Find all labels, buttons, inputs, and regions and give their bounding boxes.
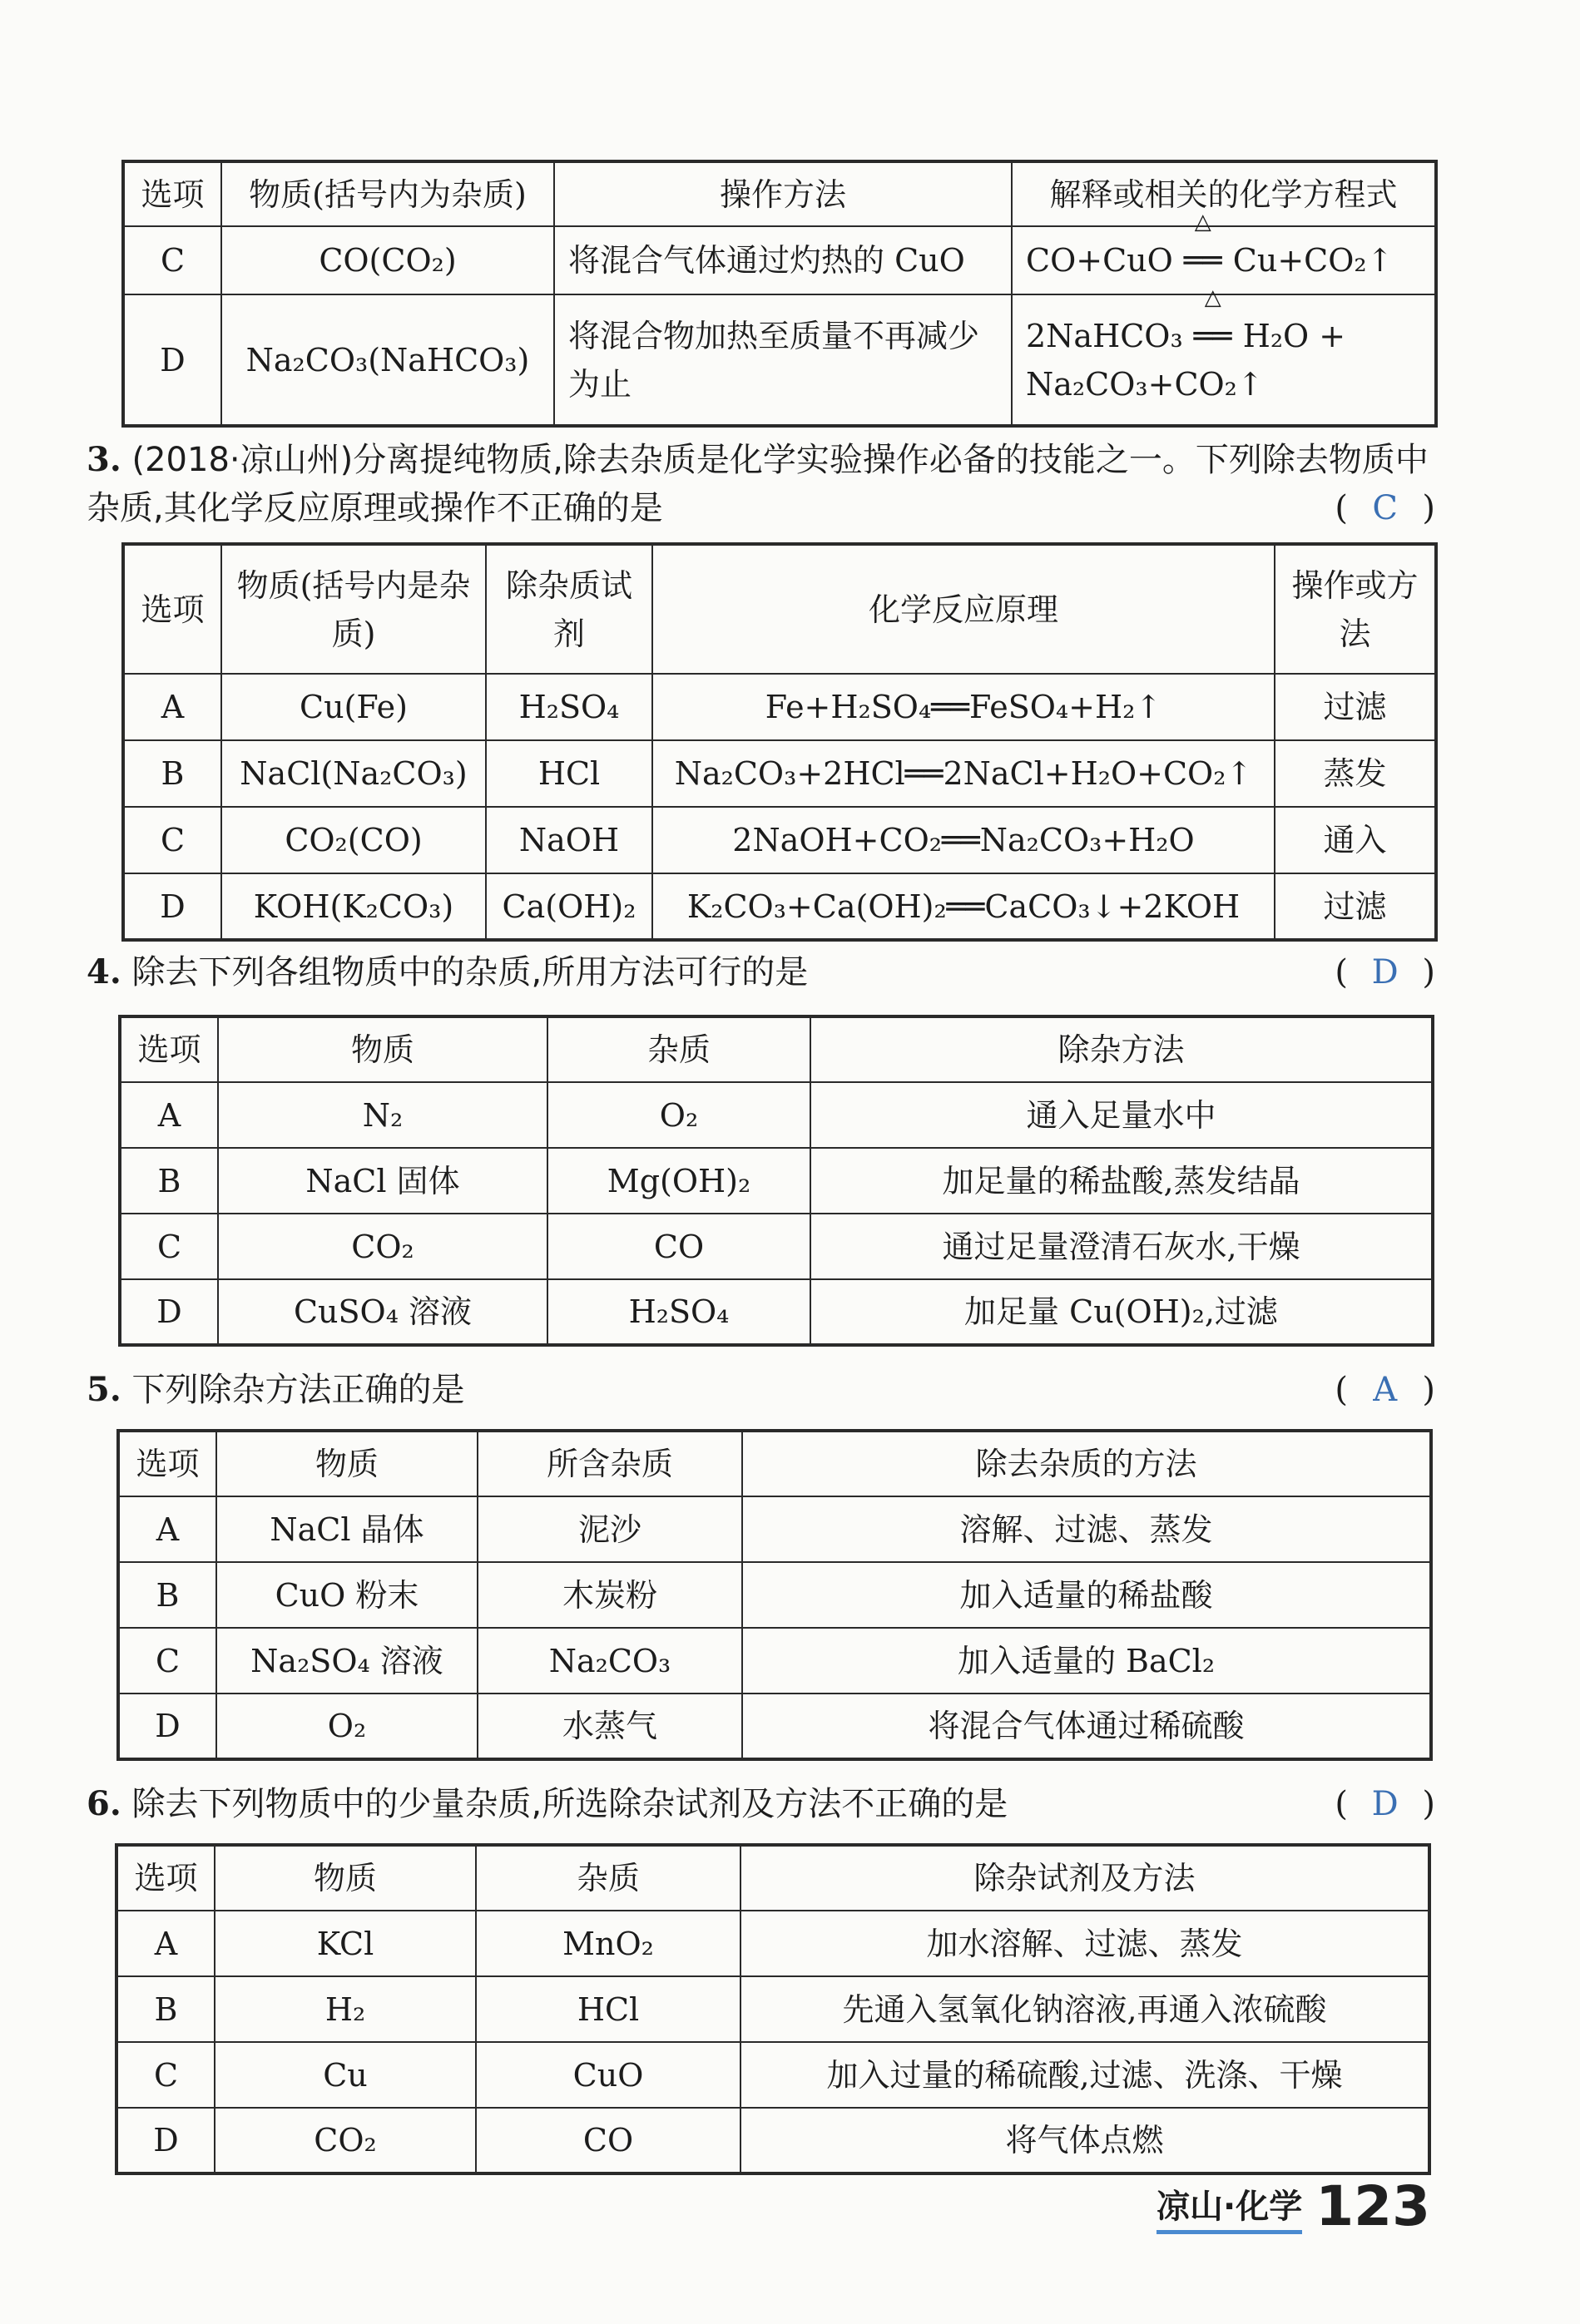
- header-cell: 除杂质试剂: [486, 544, 652, 674]
- table-row: [123, 740, 1436, 807]
- substance-cell: H₂: [215, 1976, 476, 2042]
- table-row: [120, 1148, 1433, 1214]
- option-cell: B: [123, 740, 221, 807]
- question-3: [87, 436, 1439, 532]
- table-row: [118, 1694, 1431, 1759]
- substance-cell: Na₂SO₄ 溶液: [216, 1628, 478, 1694]
- header-cell: 选项: [123, 161, 221, 226]
- header-cell: 操作方法: [554, 161, 1012, 226]
- heat-equals-sign: △ ══: [1183, 210, 1222, 279]
- page-number: 123: [1315, 2174, 1430, 2238]
- header-cell: 选项: [116, 1845, 215, 1911]
- method-cell: 过滤: [1275, 674, 1436, 740]
- method-cell: 将混合物加热至质量不再减少为止: [554, 294, 1012, 426]
- option-cell: A: [118, 1496, 216, 1562]
- principle-cell: 2NaOH+CO₂══Na₂CO₃+H₂O: [652, 807, 1275, 873]
- reagent-cell: H₂SO₄: [486, 674, 652, 740]
- table-q6: [115, 1843, 1431, 2175]
- method-cell: 蒸发: [1275, 740, 1436, 807]
- table-row: [118, 1562, 1431, 1628]
- header-cell: 物质: [218, 1016, 547, 1082]
- header-cell: 解释或相关的化学方程式: [1012, 161, 1436, 226]
- table-q4: [118, 1015, 1434, 1347]
- answer-bracket: ( A ): [1335, 1366, 1435, 1414]
- header-cell: 所含杂质: [478, 1431, 742, 1496]
- method-cell: 加入适量的稀盐酸: [742, 1562, 1431, 1628]
- answer-letter: D: [1371, 953, 1399, 991]
- option-cell: D: [123, 873, 221, 940]
- table-row: [118, 1628, 1431, 1694]
- equation-left: 2NaHCO₃: [1026, 317, 1183, 354]
- option-cell: A: [120, 1082, 218, 1148]
- header-cell: 选项: [120, 1016, 218, 1082]
- option-cell: D: [120, 1279, 218, 1345]
- option-cell: D: [118, 1694, 216, 1759]
- equation-cell: [1012, 210, 1436, 294]
- method-cell: 将混合气体通过稀硫酸: [742, 1694, 1431, 1759]
- substance-cell: NaCl(Na₂CO₃): [221, 740, 486, 807]
- answer-bracket: ( C ): [1335, 484, 1435, 532]
- equation-left: CO+CuO: [1026, 242, 1173, 279]
- substance-cell: NaCl 固体: [218, 1148, 547, 1214]
- header-cell: 物质: [215, 1845, 476, 1911]
- option-cell: C: [118, 1628, 216, 1694]
- substance-cell: CuSO₄ 溶液: [218, 1279, 547, 1345]
- substance-cell: NaCl 晶体: [216, 1496, 478, 1562]
- substance-cell: CuO 粉末: [216, 1562, 478, 1628]
- substance-cell: N₂: [218, 1082, 547, 1148]
- answer-bracket: ( D ): [1335, 1780, 1435, 1828]
- option-cell: B: [120, 1148, 218, 1214]
- table-row: [116, 2108, 1429, 2173]
- option-cell: C: [120, 1214, 218, 1279]
- question-4: [87, 948, 808, 996]
- method-cell: 加水溶解、过滤、蒸发: [740, 1911, 1429, 1976]
- option-cell: B: [116, 1976, 215, 2042]
- impurity-cell: H₂SO₄: [547, 1279, 810, 1345]
- header-cell: 物质(括号内为杂质): [221, 161, 554, 226]
- table-row: [123, 674, 1436, 740]
- impurity-cell: 木炭粉: [478, 1562, 742, 1628]
- impurity-cell: MnO₂: [476, 1911, 740, 1976]
- question-text: (2018·凉山州)分离提纯物质,除去杂质是化学实验操作必备的技能之一。下列除去物质中杂质,其化学反应原理或操作不正确的是: [87, 441, 1429, 527]
- header-cell: 选项: [118, 1431, 216, 1496]
- reagent-cell: NaOH: [486, 807, 652, 873]
- method-cell: 过滤: [1275, 873, 1436, 940]
- subject-label: 凉山·化学: [1157, 2185, 1302, 2234]
- table-row: [123, 873, 1436, 940]
- question-5: [87, 1366, 464, 1414]
- table-row: [123, 807, 1436, 873]
- option-cell: C: [116, 2042, 215, 2108]
- substance-cell: CO₂: [218, 1214, 547, 1279]
- table-row: [120, 1082, 1433, 1148]
- substance-cell: Cu(Fe): [221, 674, 486, 740]
- answer-letter: C: [1372, 489, 1398, 527]
- principle-cell: Na₂CO₃+2HCl══2NaCl+H₂O+CO₂↑: [652, 740, 1275, 807]
- table-top: [121, 160, 1438, 428]
- question-number: 3.: [87, 440, 121, 479]
- impurity-cell: Mg(OH)₂: [547, 1148, 810, 1214]
- option-cell: C: [123, 807, 221, 873]
- equation-cell: [1012, 284, 1436, 426]
- header-cell: 除杂方法: [810, 1016, 1433, 1082]
- table-row: [116, 1911, 1429, 1976]
- substance-cell: O₂: [216, 1694, 478, 1759]
- impurity-cell: 泥沙: [478, 1496, 742, 1562]
- impurity-cell: O₂: [547, 1082, 810, 1148]
- question-text: 除去下列各组物质中的杂质,所用方法可行的是: [131, 953, 809, 991]
- method-cell: 通过足量澄清石灰水,干燥: [810, 1214, 1433, 1279]
- header-cell: 物质(括号内是杂质): [221, 544, 486, 674]
- method-cell: 通入: [1275, 807, 1436, 873]
- equation-right: Cu+CO₂↑: [1232, 242, 1394, 279]
- impurity-cell: CO: [547, 1214, 810, 1279]
- substance-cell: Na₂CO₃(NaHCO₃): [221, 294, 554, 426]
- header-cell: 操作或方法: [1275, 544, 1436, 674]
- impurity-cell: 水蒸气: [478, 1694, 742, 1759]
- substance-cell: CO(CO₂): [221, 226, 554, 294]
- substance-cell: CO₂(CO): [221, 807, 486, 873]
- table-q3: [121, 542, 1438, 942]
- table-row: [116, 2042, 1429, 2108]
- answer-letter: A: [1373, 1371, 1398, 1409]
- impurity-cell: HCl: [476, 1976, 740, 2042]
- method-cell: 通入足量水中: [810, 1082, 1433, 1148]
- option-cell: D: [123, 294, 221, 426]
- header-cell: 杂质: [547, 1016, 810, 1082]
- method-cell: 加入过量的稀硫酸,过滤、洗涤、干燥: [740, 2042, 1429, 2108]
- method-cell: 加足量 Cu(OH)₂,过滤: [810, 1279, 1433, 1345]
- method-cell: 先通入氢氧化钠溶液,再通入浓硫酸: [740, 1976, 1429, 2042]
- method-cell: 加足量的稀盐酸,蒸发结晶: [810, 1148, 1433, 1214]
- page-footer: [1157, 2174, 1430, 2238]
- header-cell: 物质: [216, 1431, 478, 1496]
- method-cell: 将气体点燃: [740, 2108, 1429, 2173]
- question-text: 除去下列物质中的少量杂质,所选除杂试剂及方法不正确的是: [131, 1785, 1008, 1823]
- table-row: [123, 226, 1436, 294]
- impurity-cell: Na₂CO₃: [478, 1628, 742, 1694]
- impurity-cell: CuO: [476, 2042, 740, 2108]
- impurity-cell: CO: [476, 2108, 740, 2173]
- header-cell: 除杂试剂及方法: [740, 1845, 1429, 1911]
- table-q5: [116, 1429, 1433, 1761]
- answer-letter: D: [1371, 1785, 1399, 1823]
- table-row: [120, 1279, 1433, 1345]
- substance-cell: KOH(K₂CO₃): [221, 873, 486, 940]
- principle-cell: K₂CO₃+Ca(OH)₂══CaCO₃↓+2KOH: [652, 873, 1275, 940]
- substance-cell: KCl: [215, 1911, 476, 1976]
- method-cell: 溶解、过滤、蒸发: [742, 1496, 1431, 1562]
- option-cell: A: [123, 674, 221, 740]
- principle-cell: Fe+H₂SO₄══FeSO₄+H₂↑: [652, 674, 1275, 740]
- question-number: 4.: [87, 952, 121, 991]
- method-cell: 加入适量的 BaCl₂: [742, 1628, 1431, 1694]
- header-cell: 除去杂质的方法: [742, 1431, 1431, 1496]
- header-cell: 杂质: [476, 1845, 740, 1911]
- header-cell: 化学反应原理: [652, 544, 1275, 674]
- method-cell: 将混合气体通过灼热的 CuO: [554, 226, 1012, 294]
- option-cell: D: [116, 2108, 215, 2173]
- reagent-cell: Ca(OH)₂: [486, 873, 652, 940]
- equation-right: H₂O + Na₂CO₃+CO₂↑: [1026, 317, 1346, 403]
- table-row: [118, 1496, 1431, 1562]
- substance-cell: CO₂: [215, 2108, 476, 2173]
- substance-cell: Cu: [215, 2042, 476, 2108]
- option-cell: B: [118, 1562, 216, 1628]
- question-number: 5.: [87, 1370, 121, 1409]
- option-cell: C: [123, 226, 221, 294]
- question-6: [87, 1780, 1008, 1828]
- table-row: [116, 1976, 1429, 2042]
- question-text: 下列除杂方法正确的是: [131, 1371, 465, 1409]
- header-cell: 选项: [123, 544, 221, 674]
- option-cell: A: [116, 1911, 215, 1976]
- heat-equals-sign: △ ══: [1193, 284, 1232, 354]
- question-number: 6.: [87, 1784, 121, 1823]
- table-row: [120, 1214, 1433, 1279]
- reagent-cell: HCl: [486, 740, 652, 807]
- table-row: [123, 294, 1436, 426]
- answer-bracket: ( D ): [1335, 948, 1435, 996]
